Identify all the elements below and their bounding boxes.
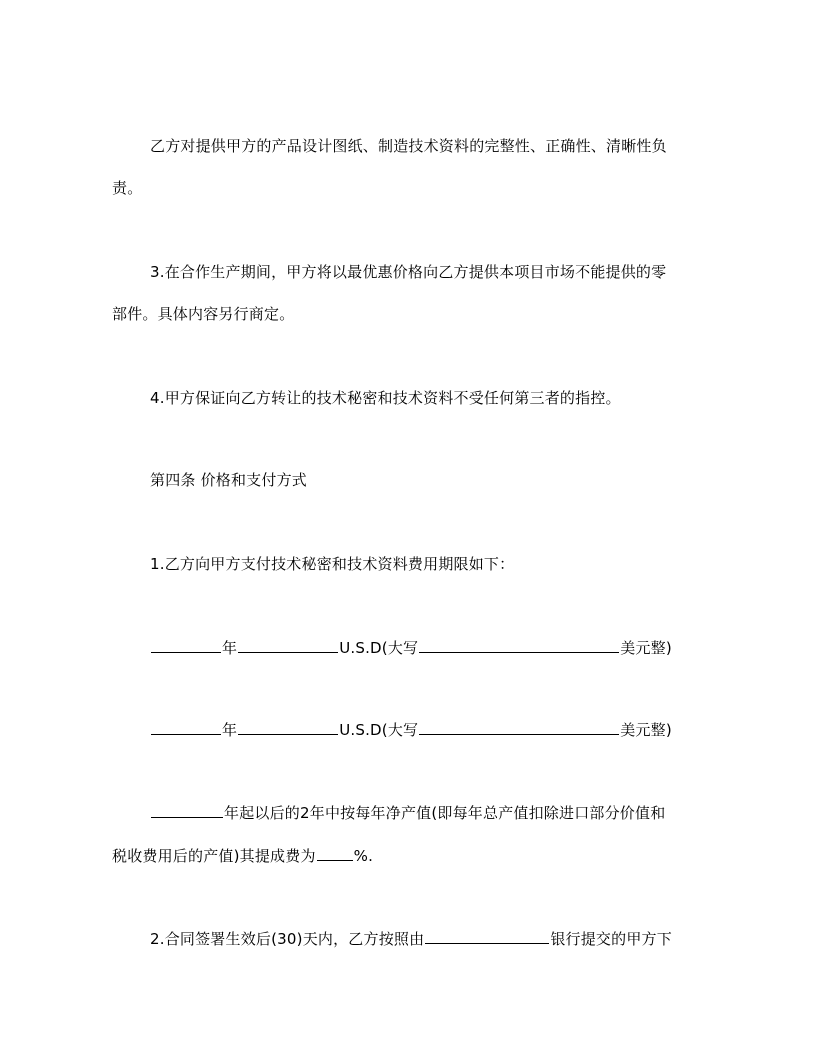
paragraph-text: 年起以后的2年中按每年净产值(即每年总产值扣除进口部分价值和 [224,804,666,822]
section-heading [150,470,750,490]
currency-label: U.S.D(大写 [339,721,419,739]
paragraph-text: 部件。具体内容另行商定。 [112,305,295,323]
year-blank [151,802,223,818]
year-label: 年 [222,639,238,657]
paragraph-line [150,388,750,408]
paragraph-text: 责。 [112,179,143,197]
year-label: 年 [222,721,238,739]
paragraph-text: 税收费用后的产值)其提成费为 [112,847,316,865]
paragraph-text: 3.在合作生产期间，甲方将以最优惠价格向乙方提供本项目市场不能提供的零 [150,263,667,281]
amount-suffix: 美元整) [620,639,672,657]
paragraph-line [150,802,750,823]
amount-blank [238,637,338,653]
paragraph-text: 银行提交的甲方下 [550,930,672,948]
paragraph-text: 2.合同签署生效后(30)天内，乙方按照由 [150,930,425,948]
amount-words-blank [419,719,619,735]
paragraph-line [150,554,750,574]
payment-line [150,719,750,740]
paragraph-text: 4.甲方保证向乙方转让的技术秘密和技术资料不受任何第三者的指控。 [150,389,621,407]
paragraph-line [112,845,712,866]
bank-blank [425,928,549,944]
paragraph-text: 乙方对提供甲方的产品设计图纸、制造技术资料的完整性、正确性、清晰性负 [150,137,667,155]
paragraph-line [150,136,750,156]
currency-label: U.S.D(大写 [339,639,419,657]
paragraph-line [112,304,712,324]
amount-words-blank [419,637,619,653]
paragraph-text: %. [353,847,374,865]
amount-suffix: 美元整) [620,721,672,739]
year-blank [151,637,221,653]
paragraph-line [150,928,750,949]
year-blank [151,719,221,735]
payment-line [150,637,750,658]
percent-blank [317,845,353,861]
amount-blank [238,719,338,735]
paragraph-line [150,262,750,282]
paragraph-line [112,178,712,198]
paragraph-text: 1.乙方向甲方支付技术秘密和技术资料费用期限如下： [150,555,515,573]
heading-text: 第四条 价格和支付方式 [150,471,307,489]
